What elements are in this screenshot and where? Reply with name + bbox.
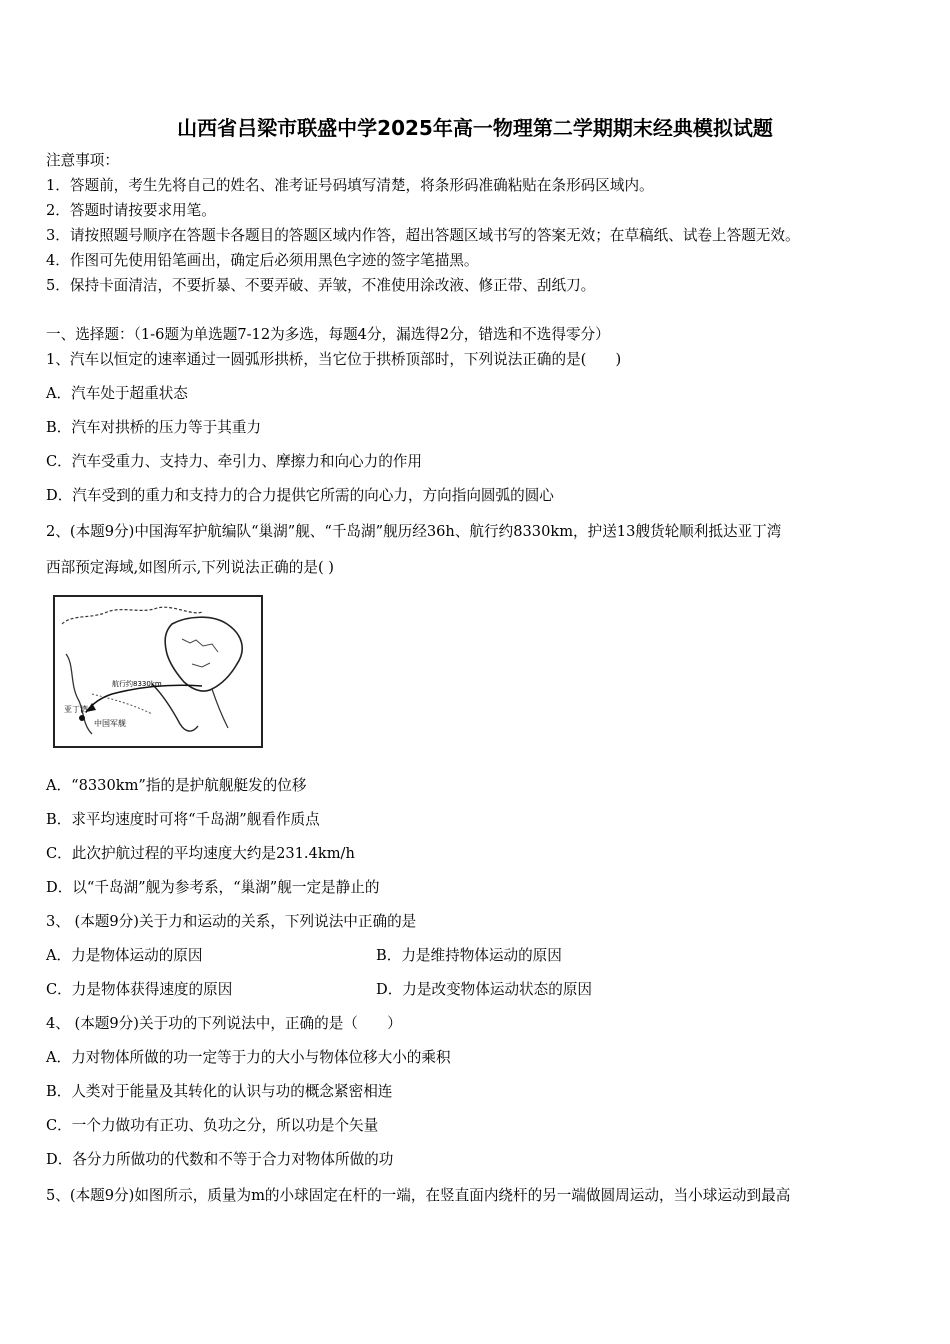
q1-option-d: D．汽车受到的重力和支持力的合力提供它所需的向心力，方向指向圆弧的圆心 xyxy=(46,487,554,504)
ship-marker xyxy=(79,715,85,721)
q2-option-b: B．求平均速度时可将“千岛湖”舰看作质点 xyxy=(46,811,320,828)
q2-option-d: D．以“千岛湖”舰为参考系，“巢湖”舰一定是静止的 xyxy=(46,879,380,896)
map-label-gulf: 亚丁湾 xyxy=(64,705,88,714)
q1-option-b: B．汽车对拱桥的压力等于其重力 xyxy=(46,419,262,436)
q4-option-d: D．各分力所做功的代数和不等于合力对物体所做的功 xyxy=(46,1151,394,1168)
notice-heading: 注意事项： xyxy=(46,152,119,169)
section-heading: 一、选择题：（1-6题为单选题7-12为多选，每题4分，漏选得2分，错选和不选得零分） xyxy=(46,326,610,343)
q3-option-b: B．力是维持物体运动的原因 xyxy=(376,947,562,964)
map-drawing xyxy=(52,594,264,749)
notice-item-3: 3．请按照题号顺序在答题卡各题目的答题区域内作答，超出答题区域书写的答案无效；在草稿纸、试卷上答题无效。 xyxy=(46,227,800,244)
q2-map-figure xyxy=(52,594,264,749)
q3-option-a: A．力是物体运动的原因 xyxy=(46,947,203,964)
q3-stem: 3、 (本题9分)关于力和运动的关系，下列说法中正确的是 xyxy=(46,913,417,930)
notice-item-4: 4．作图可先使用铅笔画出，确定后必须用黑色字迹的签字笔描黑。 xyxy=(46,252,479,269)
q1-option-c: C．汽车受重力、支持力、牵引力、摩擦力和向心力的作用 xyxy=(46,453,423,470)
q3-option-d: D．力是改变物体运动状态的原因 xyxy=(376,981,593,998)
notice-item-2: 2．答题时请按要求用笔。 xyxy=(46,202,216,219)
exam-title: 山西省吕梁市联盛中学2025年高一物理第二学期期末经典模拟试题 xyxy=(177,116,773,140)
map-label-distance: 航行约8330km xyxy=(112,680,162,688)
q2-stem-line1: 2、(本题9分)中国海军护航编队“巢湖”舰、“千岛湖”舰历经36h、航行约8330km，护送13艘货轮顺利抵达亚丁湾 xyxy=(46,523,782,540)
q5-stem: 5、(本题9分)如图所示，质量为m的小球固定在杆的一端，在竖直面内绕杆的另一端做圆周运动，当小球运动到最高 xyxy=(46,1187,791,1204)
q1-option-a: A．汽车处于超重状态 xyxy=(46,385,188,402)
q2-option-a: A．“8330km”指的是护航舰艇发的位移 xyxy=(46,777,307,794)
q4-option-b: B．人类对于能量及其转化的认识与功的概念紧密相连 xyxy=(46,1083,393,1100)
notice-item-5: 5．保持卡面清洁，不要折暴、不要弄破、弄皱，不准使用涂改液、修正带、刮纸刀。 xyxy=(46,277,596,294)
q2-option-c: C．此次护航过程的平均速度大约是231.4km/h xyxy=(46,845,355,862)
q2-stem-line2: 西部预定海域,如图所示,下列说法正确的是( ) xyxy=(46,559,334,576)
q4-option-c: C．一个力做功有正功、负功之分，所以功是个矢量 xyxy=(46,1117,379,1134)
map-label-fleet: 中国军舰 xyxy=(94,719,126,728)
q3-option-c: C．力是物体获得速度的原因 xyxy=(46,981,233,998)
q1-stem: 1、汽车以恒定的速率通过一圆弧形拱桥，当它位于拱桥顶部时，下列说法正确的是( ) xyxy=(46,351,622,368)
notice-item-1: 1．答题前，考生先将自己的姓名、准考证号码填写清楚，将条形码准确粘贴在条形码区域内。 xyxy=(46,177,654,194)
q4-stem: 4、 (本题9分)关于功的下列说法中，正确的是（ ） xyxy=(46,1015,402,1032)
q4-option-a: A．力对物体所做的功一定等于力的大小与物体位移大小的乘积 xyxy=(46,1049,451,1066)
